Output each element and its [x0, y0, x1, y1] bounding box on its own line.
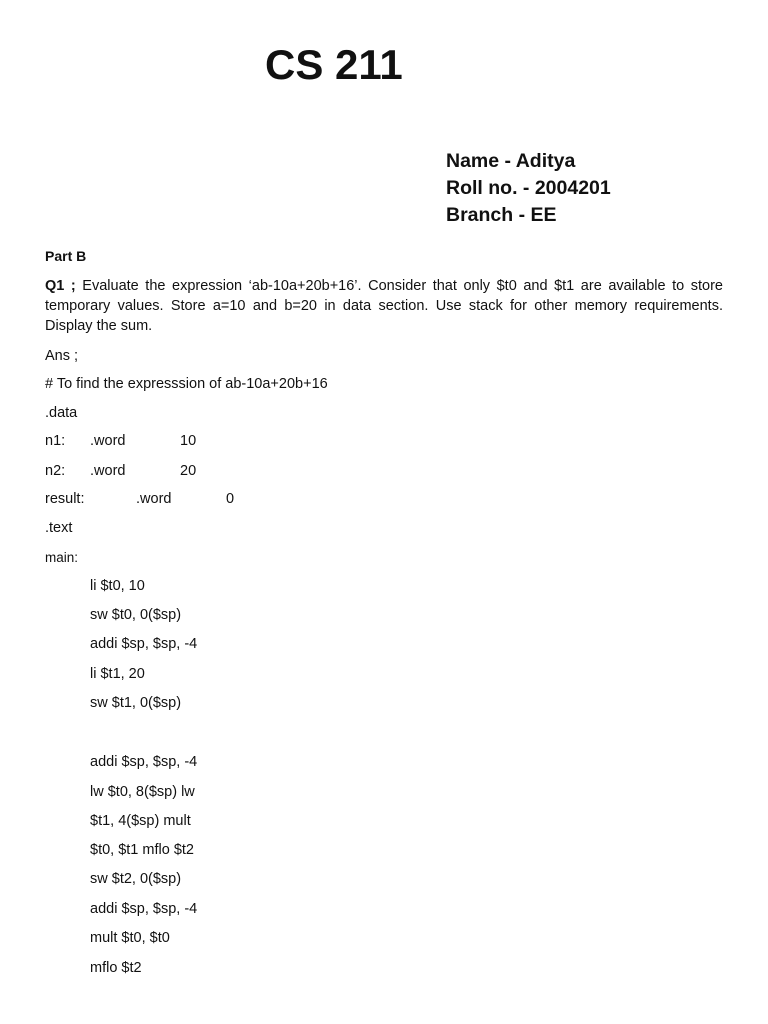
code-line: $t1, 4($sp) mult: [90, 813, 191, 829]
roll-number: Roll no. - 2004201: [446, 177, 611, 199]
data-type: .word: [136, 491, 172, 507]
data-row: [45, 431, 196, 451]
code-line: li $t1, 20: [90, 666, 145, 682]
code-line: $t0, $t1 mflo $t2: [90, 842, 194, 858]
data-type: .word: [90, 433, 126, 449]
code-line: addi $sp, $sp, -4: [90, 901, 198, 917]
question-label: Q1 ;: [45, 278, 76, 294]
data-directive: .data: [45, 405, 78, 421]
student-name: Name - Aditya: [446, 150, 576, 172]
data-label: result:: [45, 491, 85, 507]
code-line: lw $t0, 8($sp) lw: [90, 784, 195, 800]
code-line: mult $t0, $t0: [90, 930, 170, 946]
data-row: [45, 489, 234, 509]
document-title: CS 211: [265, 41, 403, 88]
data-row: [45, 461, 196, 481]
branch: Branch - EE: [446, 204, 557, 226]
data-value: 0: [226, 491, 235, 507]
text-directive: .text: [45, 520, 73, 536]
answer-label: Ans ;: [45, 348, 79, 364]
data-type: .word: [90, 463, 126, 479]
code-line: addi $sp, $sp, -4: [90, 754, 198, 770]
code-line: li $t0, 10: [90, 578, 145, 594]
code-line: sw $t2, 0($sp): [90, 871, 182, 887]
data-value: 20: [180, 463, 197, 479]
main-label: main:: [45, 550, 79, 565]
data-label: n2:: [45, 463, 66, 479]
code-line: sw $t0, 0($sp): [90, 607, 182, 623]
code-comment: # To find the expresssion of ab-10a+20b+16: [45, 376, 328, 392]
data-value: 10: [180, 433, 197, 449]
code-line: addi $sp, $sp, -4: [90, 636, 198, 652]
question-text: Evaluate the expression ‘ab-10a+20b+16’. Consider that only $t0 and $t1 are available to store temporary values. Store a=10 and b=20 in data section. Use stack for other memory requirements. Display the sum.: [45, 278, 723, 334]
data-label: n1:: [45, 433, 66, 449]
code-line: sw $t1, 0($sp): [90, 695, 182, 711]
question-paragraph: [45, 276, 723, 336]
code-line: mflo $t2: [90, 960, 142, 976]
part-heading: Part B: [45, 248, 87, 264]
